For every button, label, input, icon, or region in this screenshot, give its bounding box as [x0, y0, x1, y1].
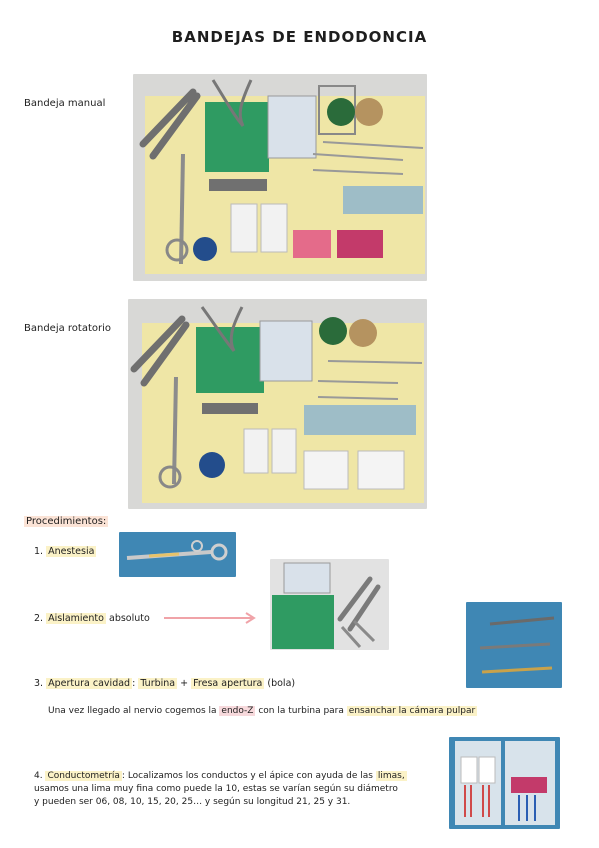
step-4-line-2: usamos una lima muy fina como puede la 10, estas se varían según su diámetro: [34, 784, 398, 794]
step-4-line-3: y pueden ser 06, 08, 10, 15, 20, 25… y según su longitud 21, 25 y 31.: [34, 797, 351, 807]
rubber-dam-isolation-photo: [270, 559, 389, 650]
endodontic-files-photo: [449, 737, 560, 829]
step-1: [34, 546, 96, 557]
rotary-tray-label: Bandeja rotatorio: [24, 323, 112, 334]
step-3-note: [48, 705, 568, 718]
step-4-number: 4.: [34, 771, 43, 781]
step-3-note-c: con la turbina para: [258, 706, 344, 716]
step-3-colon: :: [132, 678, 136, 689]
step-3-turbina: Turbina: [140, 678, 176, 689]
step-3-rest: (bola): [267, 678, 296, 689]
page-title: BANDEJAS DE ENDODONCIA: [171, 28, 428, 46]
step-3-label: Apertura cavidad: [48, 678, 131, 689]
step-2-rest: absoluto: [109, 613, 150, 624]
step-2-label: Aislamiento: [48, 613, 104, 624]
manual-tray-label: Bandeja manual: [24, 98, 106, 109]
step-1-label: Anestesia: [48, 546, 95, 557]
step-4-line-1: [34, 770, 439, 783]
step-3-fresa: Fresa apertura: [193, 678, 263, 689]
step-2-number: 2.: [34, 613, 44, 624]
step-3-number: 3.: [34, 678, 44, 689]
rotary-tray-photo: [128, 299, 427, 509]
step-3-note-a: Una vez llegado al nervio cogemos la: [48, 706, 217, 716]
step-4-limas: limas,: [377, 771, 405, 781]
step-3-note-d: ensanchar la cámara pulpar: [348, 706, 476, 716]
step-3: [34, 678, 295, 689]
step-2: [34, 613, 150, 624]
manual-tray-photo: [133, 74, 427, 281]
step-4: [34, 770, 439, 809]
burs-photo: [466, 602, 562, 688]
step-4-label: Conductometría: [47, 771, 120, 781]
procedures-heading: [24, 516, 108, 527]
procedures-heading-text: Procedimientos:: [26, 516, 107, 527]
step-1-number: 1.: [34, 546, 44, 557]
step-4-text-a: : Localizamos los conductos y el ápice con ayuda de las: [121, 771, 373, 781]
anesthesia-syringe-photo: [119, 532, 236, 577]
arrow-right-icon: [162, 612, 258, 624]
step-3-note-endo-z: endo-Z: [221, 706, 254, 716]
step-3-plus: +: [180, 678, 189, 689]
